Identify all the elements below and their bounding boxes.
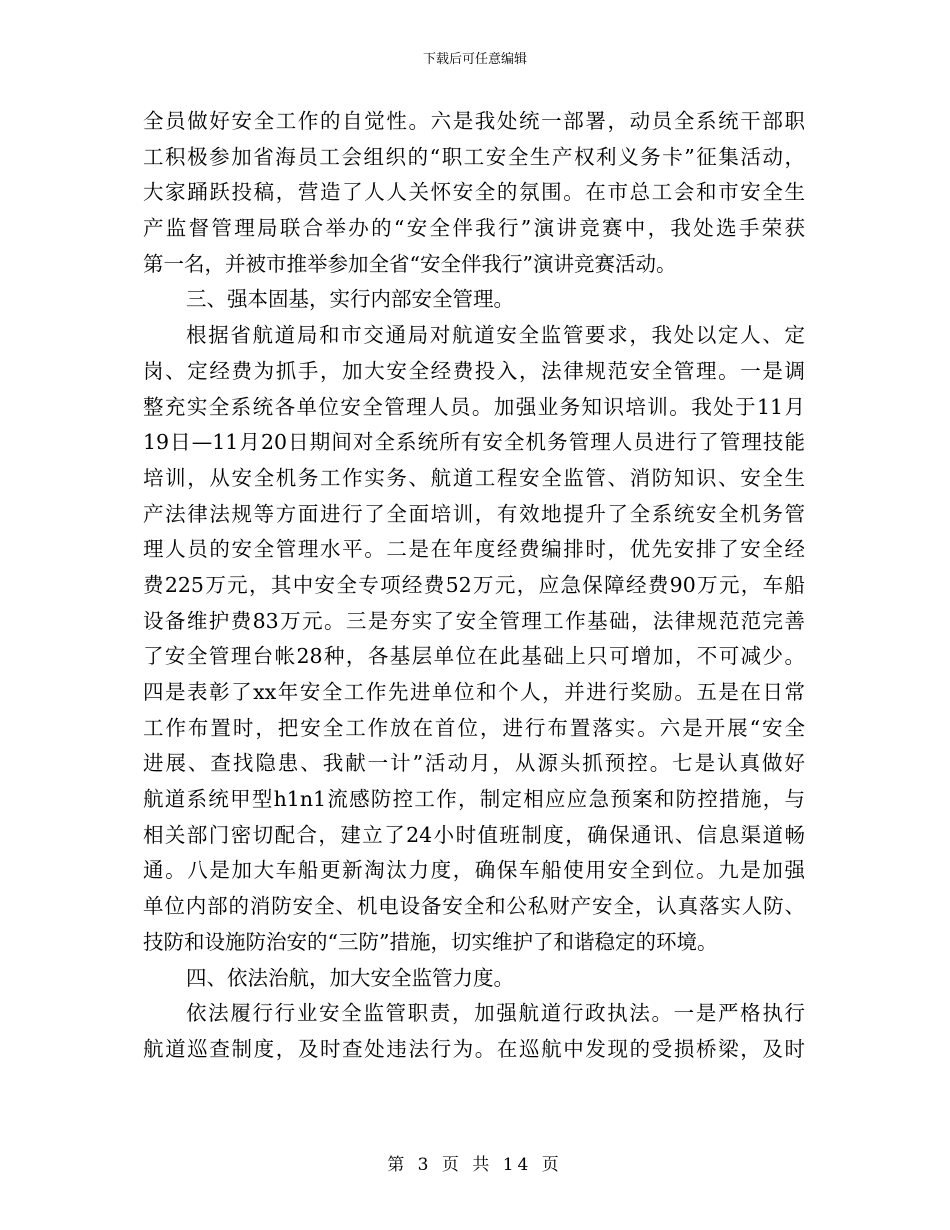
text-line: 理人员的安全管理水平。二是在年度经费编排时，优先安排了安全经 (143, 537, 805, 562)
page-number: 第 3 页 共 14 页 (387, 1155, 563, 1175)
text-line: 工作布置时，把安全工作放在首位，进行布置落实。六是开展“安全 (143, 715, 805, 740)
text-line: 进展、查找隐患、我献一计”活动月，从源头抓预控。七是认真做好 (143, 751, 805, 776)
text-line: 大家踊跃投稿，营造了人人关怀安全的氛围。在市总工会和市安全生 (143, 180, 805, 205)
text-line: 了安全管理台帐28种，各基层单位在此基础上只可增加，不可减少。 (143, 644, 805, 669)
text-line: 相关部门密切配合，建立了24小时值班制度，确保通讯、信息渠道畅 (143, 822, 805, 847)
text-line: 工积极参加省海员工会组织的“职工安全生产权利义务卡”征集活动， (143, 144, 805, 169)
text-line: 技防和设施防治安的“三防”措施，切实维护了和谐稳定的环境。 (143, 929, 718, 954)
text-line: 产法律法规等方面进行了全面培训，有效地提升了全系统安全机务管 (143, 501, 805, 526)
text-line: 四是表彰了xx年安全工作先进单位和个人，并进行奖励。五是在日常 (143, 680, 805, 704)
text-line: 航道系统甲型h1n1流感防控工作，制定相应应急预案和防控措施，与 (143, 787, 805, 812)
text-line: 航道巡查制度，及时查处违法行为。在巡航中发现的受损桥梁，及时 (143, 1036, 805, 1061)
page-header-note: 下载后可任意编辑 (422, 52, 527, 67)
text-line: 整充实全系统各单位安全管理人员。加强业务知识培训。我处于11月 (143, 394, 805, 419)
text-line: 培训，从安全机务工作实务、航道工程安全监管、消防知识、安全生 (143, 465, 805, 490)
section-heading: 三、强本固基，实行内部安全管理。 (186, 287, 514, 312)
text-line: 产监督管理局联合举办的“安全伴我行”演讲竞赛中，我处选手荣获 (143, 216, 805, 241)
text-line: 岗、定经费为抓手，加大安全经费投入，法律规范安全管理。一是调 (143, 358, 805, 383)
text-line: 第一名，并被市推举参加全省“安全伴我行”演讲竞赛活动。 (143, 251, 677, 276)
text-line: 单位内部的消防安全、机电设备安全和公私财产安全，认真落实人防、 (143, 894, 805, 919)
text-line: 依法履行行业安全监管职责，加强航道行政执法。一是严格执行 (186, 1001, 805, 1026)
text-line: 19日—11月20日期间对全系统所有安全机务管理人员进行了管理技能 (143, 430, 805, 455)
section-heading: 四、依法治航，加大安全监管力度。 (186, 965, 514, 990)
text-line: 全员做好安全工作的自觉性。六是我处统一部署，动员全系统干部职 (143, 109, 805, 133)
text-line: 通。八是加大车船更新淘汰力度，确保车船使用安全到位。九是加强 (143, 858, 805, 883)
document-body (143, 104, 805, 1068)
text-line: 设备维护费83万元。三是夯实了安全管理工作基础，法律规范范完善 (143, 608, 805, 633)
text-line: 根据省航道局和市交通局对航道安全监管要求，我处以定人、定 (186, 323, 805, 348)
text-line: 费225万元，其中安全专项经费52万元，应急保障经费90万元，车船 (143, 572, 805, 597)
